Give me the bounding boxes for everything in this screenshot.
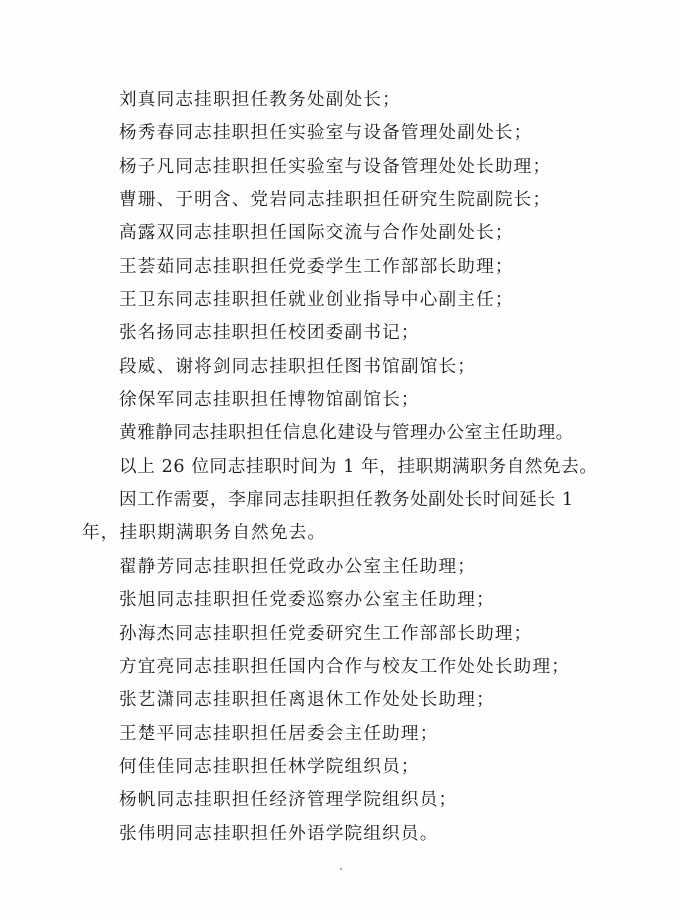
extension-line: 因工作需要，李扉同志挂职担任教务处副处长时间延长 1 [119, 490, 574, 511]
appointment-list [0, 84, 680, 851]
text-line: 孙海杰同志挂职担任党委研究生工作部部长助理； [119, 623, 533, 644]
text-line: 王楚平同志挂职担任居委会主任助理； [119, 723, 439, 744]
text-line: 翟静芳同志挂职担任党政办公室主任助理； [119, 556, 477, 577]
text-line: 黄雅静同志挂职担任信息化建设与管理办公室主任助理。 [119, 423, 574, 444]
text-line: 张伟明同志挂职担任外语学院组织员。 [119, 823, 439, 844]
text-line: 何佳佳同志挂职担任林学院组织员； [119, 756, 420, 777]
text-line: 杨子凡同志挂职担任实验室与设备管理处处长助理； [119, 156, 552, 177]
text-line: 刘真同志挂职担任教务处副处长； [119, 90, 401, 110]
text-line: 张艺潇同志挂职担任离退休工作处处长助理； [119, 690, 495, 711]
summary-line: 以上 26 位同志挂职时间为 1 年，挂职期满职务自然免去。 [119, 456, 598, 477]
scan-speck [340, 868, 342, 870]
text-line: 徐保军同志挂职担任博物馆副馆长； [119, 390, 420, 411]
text-line: 高露双同志挂职担任国际交流与合作处副处长； [119, 223, 514, 244]
text-line: 方宜亮同志挂职担任国内合作与校友工作处处长助理； [119, 656, 571, 677]
text-line: 杨秀春同志挂职担任实验室与设备管理处副处长； [119, 123, 533, 144]
text-line: 段威、谢将剑同志挂职担任图书馆副馆长； [119, 356, 477, 377]
text-line: 张旭同志挂职担任党委巡察办公室主任助理； [119, 590, 495, 611]
text-line: 王荟茹同志挂职担任党委学生工作部部长助理； [119, 256, 514, 277]
text-line: 杨帆同志挂职担任经济管理学院组织员； [119, 790, 458, 811]
text-line: 王卫东同志挂职担任就业创业指导中心副主任； [119, 290, 514, 311]
extension-line-continued: 年，挂职期满职务自然免去。 [82, 523, 327, 544]
text-line: 曹珊、于明含、党岩同志挂职担任研究生院副院长； [119, 190, 552, 211]
text-line: 张名扬同志挂职担任校团委副书记； [119, 323, 420, 344]
